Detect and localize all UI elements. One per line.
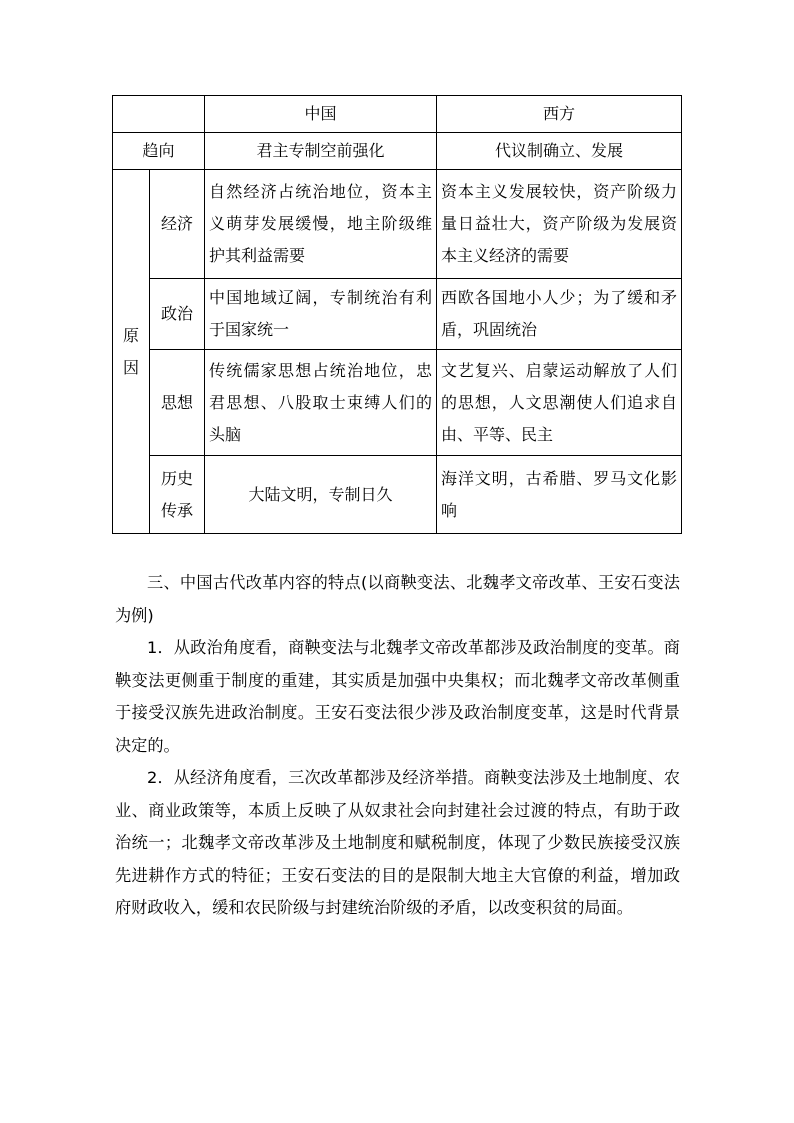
trend-west: 代议制确立、发展 [437, 133, 682, 170]
row-label-history [150, 456, 205, 534]
row-label-politics: 政治 [150, 279, 205, 350]
history-label-line2: 传承 [160, 500, 193, 520]
table-corner-cell [113, 96, 205, 133]
section-body [115, 567, 680, 925]
history-west: 海洋文明，古希腊、罗马文化影响 [437, 456, 682, 534]
row-label-economy: 经济 [150, 170, 205, 279]
politics-west: 西欧各国地小人少；为了缓和矛盾，巩固统治 [437, 279, 682, 350]
table-header-row [113, 96, 682, 133]
politics-china: 中国地域辽阔，专制统治有利于国家统一 [205, 279, 437, 350]
thought-china: 传统儒家思想占统治地位，忠君思想、八股取士束缚人们的头脑 [205, 350, 437, 456]
table-row-trend [113, 133, 682, 170]
section-heading: 三、中国古代改革内容的特点(以商鞅变法、北魏孝文帝改革、王安石变法为例) [115, 573, 680, 625]
reasons-char-1: 原 [122, 325, 139, 345]
table-row-thought [113, 350, 682, 456]
paragraph-economy: 2．从经济角度看，三次改革都涉及经济举措。商鞅变法涉及土地制度、农业、商业政策等，本质上反映了从奴隶社会向封建社会过渡的特点，有助于政治统一；北魏孝文帝改革涉及土地制度和赋税制度，体现了少数民族接受汉族先进耕作方式的特征；王安石变法的目的是限制大地主大官僚的利益，增加政府财政收入，缓和农民阶级与封建统治阶级的矛盾，以改变积贫的局面。 [115, 768, 680, 917]
trend-china: 君主专制空前强化 [205, 133, 437, 170]
history-china: 大陆文明，专制日久 [205, 456, 437, 534]
table-row-politics [113, 279, 682, 350]
comparison-table [112, 95, 682, 534]
table-row-economy [113, 170, 682, 279]
header-west: 西方 [437, 96, 682, 133]
header-china: 中国 [205, 96, 437, 133]
table-row-history [113, 456, 682, 534]
history-label-line1: 历史 [160, 468, 193, 488]
row-label-trend: 趋向 [113, 133, 205, 170]
row-label-thought: 思想 [150, 350, 205, 456]
reasons-group-label [113, 170, 150, 534]
economy-west: 资本主义发展较快，资产阶级力量日益壮大，资产阶级为发展资本主义经济的需要 [437, 170, 682, 279]
economy-china: 自然经济占统治地位，资本主义萌芽发展缓慢，地主阶级维护其利益需要 [205, 170, 437, 279]
thought-west: 文艺复兴、启蒙运动解放了人们的思想，人文思潮使人们追求自由、平等、民主 [437, 350, 682, 456]
paragraph-politics: 1．从政治角度看，商鞅变法与北魏孝文帝改革都涉及政治制度的变革。商鞅变法更侧重于制度的重建，其实质是加强中央集权；而北魏孝文帝改革侧重于接受汉族先进政治制度。王安石变法很少涉及政治制度变革，这是时代背景决定的。 [115, 638, 680, 755]
reasons-char-2: 因 [122, 357, 139, 377]
